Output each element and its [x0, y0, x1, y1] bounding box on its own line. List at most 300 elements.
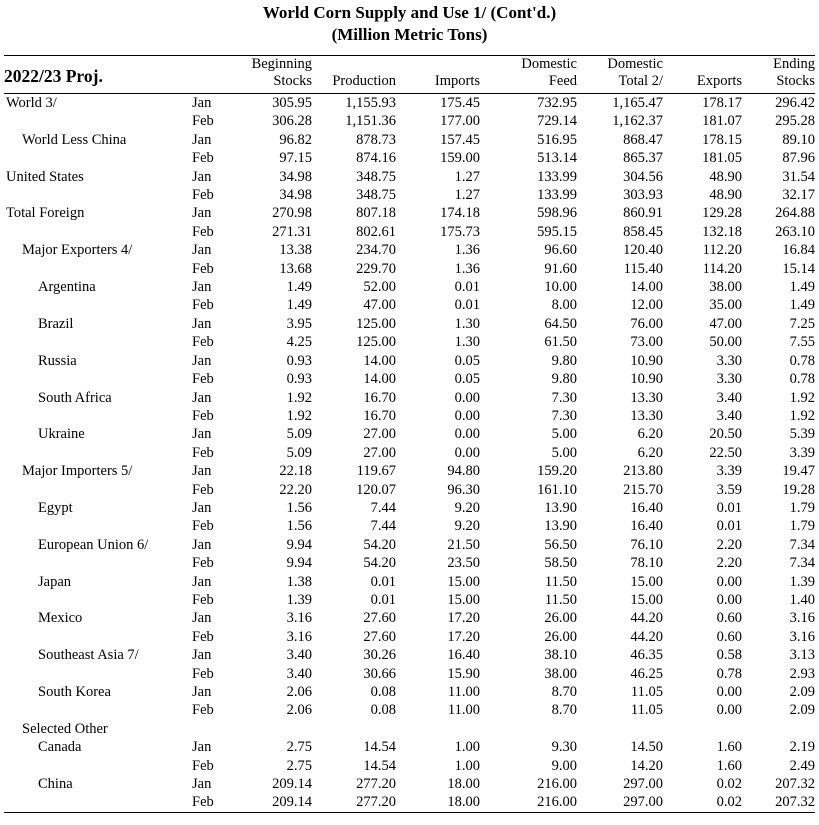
value-cell: 0.02: [716, 794, 742, 811]
supply-use-table: [4, 55, 815, 813]
value-cell: 9.94: [286, 555, 312, 572]
value-cell: 1.92: [789, 407, 815, 424]
month-cell: Feb: [192, 555, 214, 572]
row-label: Major Exporters 4/: [22, 242, 133, 259]
row-label: [4, 296, 186, 314]
value-cell: 26.00: [544, 628, 577, 645]
value-cell: 0.08: [370, 684, 396, 700]
table-row: [4, 591, 815, 609]
value-cell: 5.09: [286, 426, 312, 443]
value-cell: 26.00: [544, 610, 577, 627]
value-cell: 264.88: [775, 205, 815, 222]
value-cell: 229.70: [356, 260, 396, 277]
col-header-line2: Imports: [434, 73, 480, 89]
row-label: South Korea: [38, 684, 111, 700]
value-cell: 3.30: [716, 371, 742, 388]
value-cell: 9.80: [551, 371, 577, 388]
value-cell: 91.60: [544, 260, 577, 277]
value-cell: 0.93: [286, 352, 312, 369]
value-cell: 0.08: [370, 702, 396, 719]
row-label: [4, 665, 186, 683]
value-cell: 297.00: [623, 776, 663, 793]
col-ending-stocks: [742, 56, 815, 94]
value-cell: 27.00: [363, 426, 396, 443]
value-cell: 1.38: [286, 573, 312, 590]
value-cell: 0.00: [454, 444, 480, 461]
value-cell: 1.27: [454, 168, 480, 185]
value-cell: 2.49: [789, 757, 815, 774]
value-cell: 1.92: [286, 389, 312, 406]
value-cell: 1.79: [789, 518, 815, 535]
table-row: [4, 499, 815, 517]
value-cell: 18.00: [447, 776, 480, 793]
month-cell: Feb: [192, 757, 214, 774]
row-label: China: [38, 776, 73, 793]
value-cell: 129.28: [702, 205, 742, 222]
value-cell: 23.50: [447, 555, 480, 572]
value-cell: 0.00: [716, 591, 742, 608]
value-cell: 16.70: [363, 389, 396, 406]
value-cell: 3.59: [716, 481, 742, 498]
table-row: [4, 628, 815, 646]
value-cell: 0.05: [454, 352, 480, 369]
row-label: [4, 591, 186, 609]
table-row: [4, 775, 815, 793]
table-row: [4, 296, 815, 314]
table-title: World Corn Supply and Use 1/ (Cont'd.): [262, 3, 557, 22]
value-cell: 1.79: [789, 499, 815, 516]
month-cell: Jan: [192, 315, 212, 332]
value-cell: 46.25: [630, 665, 663, 682]
value-cell: 3.40: [716, 407, 742, 424]
value-cell: 14.54: [363, 739, 396, 756]
value-cell: 16.84: [782, 242, 815, 259]
value-cell: 858.45: [623, 223, 663, 240]
value-cell: 209.14: [272, 776, 312, 793]
row-label: Argentina: [38, 279, 96, 296]
value-cell: 0.78: [789, 371, 815, 388]
row-label: [4, 444, 186, 462]
row-label: Egypt: [38, 499, 73, 516]
value-cell: 297.00: [623, 794, 663, 811]
value-cell: 16.40: [630, 499, 663, 516]
value-cell: [238, 720, 312, 738]
value-cell: 125.00: [356, 334, 396, 351]
month-cell: Feb: [192, 794, 214, 811]
value-cell: 1.49: [286, 279, 312, 296]
value-cell: 3.16: [789, 628, 815, 645]
row-label: Russia: [38, 352, 77, 369]
value-cell: 1,162.37: [612, 113, 663, 130]
value-cell: 1.49: [789, 279, 815, 296]
value-cell: 174.18: [440, 205, 480, 222]
value-cell: 7.55: [789, 334, 815, 351]
table-row: [4, 112, 815, 130]
value-cell: 348.75: [356, 168, 396, 185]
table-row: [4, 389, 815, 407]
value-cell: 34.98: [279, 187, 312, 204]
value-cell: 11.00: [447, 684, 480, 700]
value-cell: 2.09: [789, 684, 815, 700]
table-row: [4, 149, 815, 167]
month-cell: Jan: [192, 205, 212, 222]
value-cell: 21.50: [447, 536, 480, 553]
row-label: [4, 186, 186, 204]
value-cell: 296.42: [775, 95, 815, 111]
col-header-line2: Stocks: [776, 73, 815, 89]
value-cell: 115.40: [623, 260, 663, 277]
value-cell: 15.00: [447, 591, 480, 608]
value-cell: 277.20: [356, 794, 396, 811]
value-cell: 22.18: [279, 463, 312, 480]
value-cell: 54.20: [363, 536, 396, 553]
value-cell: 1.30: [454, 334, 480, 351]
value-cell: [742, 720, 815, 738]
value-cell: 11.05: [630, 684, 663, 700]
value-cell: 159.00: [440, 150, 480, 167]
value-cell: 1.49: [286, 297, 312, 314]
col-header-line1: Domestic: [607, 56, 663, 72]
value-cell: 7.44: [370, 518, 396, 535]
value-cell: 0.01: [716, 499, 742, 516]
table-row: [4, 352, 815, 370]
value-cell: 2.75: [286, 757, 312, 774]
value-cell: 2.06: [286, 702, 312, 719]
value-cell: 50.00: [709, 334, 742, 351]
value-cell: 56.50: [544, 536, 577, 553]
value-cell: 9.30: [551, 739, 577, 756]
table-row: [4, 462, 815, 480]
value-cell: 1.40: [789, 591, 815, 608]
value-cell: 27.60: [363, 628, 396, 645]
value-cell: 598.96: [537, 205, 577, 222]
value-cell: 96.60: [544, 242, 577, 259]
table-row: [4, 701, 815, 719]
value-cell: 6.20: [637, 444, 663, 461]
value-cell: 161.10: [537, 481, 577, 498]
value-cell: 216.00: [537, 776, 577, 793]
value-cell: 11.50: [544, 573, 577, 590]
table-row: [4, 665, 815, 683]
col-header-line2: Production: [332, 73, 396, 89]
value-cell: 3.40: [286, 665, 312, 682]
row-label: [4, 112, 186, 130]
value-cell: 3.95: [286, 315, 312, 332]
row-label: Brazil: [38, 315, 74, 332]
table-row: [4, 131, 815, 149]
value-cell: 27.00: [363, 444, 396, 461]
value-cell: 14.00: [363, 371, 396, 388]
value-cell: 16.40: [447, 647, 480, 664]
value-cell: 729.14: [537, 113, 577, 130]
value-cell: 10.90: [630, 371, 663, 388]
col-header-line1: Ending: [773, 56, 815, 72]
value-cell: 3.13: [789, 647, 815, 664]
month-cell: Feb: [192, 113, 214, 130]
value-cell: 2.20: [716, 536, 742, 553]
month-cell: Feb: [192, 371, 214, 388]
value-cell: 14.00: [630, 279, 663, 296]
value-cell: 96.30: [447, 481, 480, 498]
value-cell: 8.00: [551, 297, 577, 314]
value-cell: 5.00: [551, 426, 577, 443]
month-cell: Jan: [192, 573, 212, 590]
value-cell: 874.16: [356, 150, 396, 167]
value-cell: 1.00: [454, 757, 480, 774]
row-label: [4, 149, 186, 167]
value-cell: 8.70: [551, 684, 577, 700]
table-row: [4, 260, 815, 278]
value-cell: 6.20: [637, 426, 663, 443]
month-cell: Jan: [192, 95, 212, 111]
value-cell: 14.54: [363, 757, 396, 774]
value-cell: 38.10: [544, 647, 577, 664]
month-cell: Feb: [192, 260, 214, 277]
month-cell: Jan: [192, 739, 212, 756]
value-cell: 2.75: [286, 739, 312, 756]
value-cell: 0.60: [716, 610, 742, 627]
table-row: [4, 481, 815, 499]
month-cell: Jan: [192, 389, 212, 406]
month-cell: Feb: [192, 518, 214, 535]
value-cell: 13.30: [630, 407, 663, 424]
value-cell: 513.14: [537, 150, 577, 167]
value-cell: 20.50: [709, 426, 742, 443]
col-header-line2: Stocks: [273, 73, 312, 89]
value-cell: 7.30: [551, 407, 577, 424]
value-cell: 0.78: [716, 665, 742, 682]
value-cell: 112.20: [702, 242, 742, 259]
value-cell: 87.96: [782, 150, 815, 167]
value-cell: 9.94: [286, 536, 312, 553]
row-label: [4, 701, 186, 719]
value-cell: 304.56: [623, 168, 663, 185]
value-cell: 0.00: [716, 573, 742, 590]
month-cell: Feb: [192, 481, 214, 498]
value-cell: 5.00: [551, 444, 577, 461]
value-cell: 38.00: [544, 665, 577, 682]
table-row: [4, 186, 815, 204]
row-label: Major Importers 5/: [22, 463, 133, 480]
value-cell: 271.31: [272, 223, 312, 240]
value-cell: 2.19: [789, 739, 815, 756]
value-cell: 0.01: [454, 279, 480, 296]
value-cell: 7.30: [551, 389, 577, 406]
col-header-line2: Total 2/: [618, 73, 663, 89]
table-row: [4, 517, 815, 535]
value-cell: 14.20: [630, 757, 663, 774]
value-cell: 516.95: [537, 131, 577, 148]
value-cell: 0.00: [716, 702, 742, 719]
value-cell: 2.06: [286, 684, 312, 700]
table-row: [4, 683, 815, 701]
table-row: [4, 425, 815, 443]
value-cell: 295.28: [775, 113, 815, 130]
value-cell: 48.90: [709, 168, 742, 185]
value-cell: 0.01: [716, 518, 742, 535]
value-cell: 3.16: [286, 628, 312, 645]
value-cell: 1.39: [789, 573, 815, 590]
value-cell: 54.20: [363, 555, 396, 572]
table-row: [4, 168, 815, 186]
value-cell: 0.01: [370, 573, 396, 590]
month-cell: Jan: [192, 279, 212, 296]
month-cell: Feb: [192, 150, 214, 167]
value-cell: 1.39: [286, 591, 312, 608]
row-label: [4, 260, 186, 278]
row-label: [4, 554, 186, 572]
value-cell: 15.00: [630, 591, 663, 608]
value-cell: 14.50: [630, 739, 663, 756]
month-cell: Jan: [192, 168, 212, 185]
month-cell: Feb: [192, 591, 214, 608]
row-label: [4, 333, 186, 351]
value-cell: 207.32: [775, 794, 815, 811]
table-row: [4, 536, 815, 554]
value-cell: 0.00: [454, 426, 480, 443]
table-body: [4, 94, 815, 813]
value-cell: 2.09: [789, 702, 815, 719]
value-cell: 0.01: [454, 297, 480, 314]
value-cell: 15.14: [782, 260, 815, 277]
value-cell: 3.39: [789, 444, 815, 461]
value-cell: 120.07: [356, 481, 396, 498]
value-cell: 1.30: [454, 315, 480, 332]
value-cell: 1,165.47: [612, 95, 663, 111]
value-cell: 13.38: [279, 242, 312, 259]
value-cell: 270.98: [272, 205, 312, 222]
value-cell: 159.20: [537, 463, 577, 480]
table-row: [4, 646, 815, 664]
value-cell: 0.00: [454, 389, 480, 406]
value-cell: 19.47: [782, 463, 815, 480]
value-cell: 306.28: [272, 113, 312, 130]
year-label: 2022/23 Proj.: [4, 66, 103, 86]
value-cell: 12.00: [630, 297, 663, 314]
value-cell: 305.95: [272, 95, 312, 111]
value-cell: 1.92: [789, 389, 815, 406]
value-cell: 7.44: [370, 499, 396, 516]
value-cell: 0.02: [716, 776, 742, 793]
value-cell: 277.20: [356, 776, 396, 793]
value-cell: 125.00: [356, 315, 396, 332]
row-label: [4, 223, 186, 241]
value-cell: 0.78: [789, 352, 815, 369]
value-cell: [396, 720, 480, 738]
value-cell: 9.20: [454, 518, 480, 535]
col-production: [312, 56, 396, 94]
month-cell: Feb: [192, 702, 214, 719]
value-cell: 807.18: [356, 205, 396, 222]
value-cell: 61.50: [544, 334, 577, 351]
month-cell: Jan: [192, 352, 212, 369]
month-cell: Feb: [192, 444, 214, 461]
month-cell: Jan: [192, 536, 212, 553]
value-cell: 5.09: [286, 444, 312, 461]
value-cell: 15.00: [447, 573, 480, 590]
value-cell: 38.00: [709, 279, 742, 296]
value-cell: 10.00: [544, 279, 577, 296]
value-cell: 1,155.93: [345, 95, 396, 111]
value-cell: 94.80: [447, 463, 480, 480]
value-cell: 3.40: [716, 389, 742, 406]
value-cell: 0.01: [370, 591, 396, 608]
value-cell: 7.25: [789, 315, 815, 332]
value-cell: 3.16: [789, 610, 815, 627]
month-cell: Jan: [192, 131, 212, 148]
value-cell: 76.10: [630, 536, 663, 553]
value-cell: 52.00: [363, 279, 396, 296]
value-cell: 22.20: [279, 481, 312, 498]
month-cell: Feb: [192, 665, 214, 682]
header-row: [4, 56, 815, 94]
value-cell: 181.07: [702, 113, 742, 130]
value-cell: 216.00: [537, 794, 577, 811]
value-cell: 11.50: [544, 591, 577, 608]
value-cell: 44.20: [630, 610, 663, 627]
month-cell: Jan: [192, 463, 212, 480]
table-row: [4, 793, 815, 812]
value-cell: 32.17: [782, 187, 815, 204]
value-cell: 0.60: [716, 628, 742, 645]
value-cell: 0.58: [716, 647, 742, 664]
row-label: United States: [6, 168, 84, 185]
value-cell: 120.40: [623, 242, 663, 259]
month-cell: Feb: [192, 187, 214, 204]
value-cell: 78.10: [630, 555, 663, 572]
value-cell: 46.35: [630, 647, 663, 664]
table-row: [4, 757, 815, 775]
value-cell: 31.54: [782, 168, 815, 185]
row-label: [4, 370, 186, 388]
value-cell: 13.68: [279, 260, 312, 277]
col-exports: [663, 56, 742, 94]
col-beginning-stocks: [238, 56, 312, 94]
value-cell: 13.90: [544, 499, 577, 516]
value-cell: 7.34: [789, 555, 815, 572]
row-label: Southeast Asia 7/: [38, 647, 139, 664]
value-cell: 178.15: [702, 131, 742, 148]
month-cell: Jan: [192, 242, 212, 259]
value-cell: 17.20: [447, 628, 480, 645]
value-cell: 2.93: [789, 665, 815, 682]
value-cell: 44.20: [630, 628, 663, 645]
value-cell: 0.00: [716, 684, 742, 700]
value-cell: 595.15: [537, 223, 577, 240]
table-row: [4, 609, 815, 627]
month-header: [186, 56, 238, 94]
month-cell: Feb: [192, 628, 214, 645]
value-cell: 73.00: [630, 334, 663, 351]
table-row: [4, 333, 815, 351]
value-cell: 132.18: [702, 223, 742, 240]
col-header-line2: Exports: [696, 73, 742, 89]
value-cell: 34.98: [279, 168, 312, 185]
row-label: [4, 407, 186, 425]
value-cell: 1.60: [716, 757, 742, 774]
value-cell: 177.00: [440, 113, 480, 130]
month-cell: Feb: [192, 223, 214, 240]
value-cell: 9.20: [454, 499, 480, 516]
value-cell: 263.10: [775, 223, 815, 240]
value-cell: 209.14: [272, 794, 312, 811]
table-row: [4, 204, 815, 222]
month-cell: Jan: [192, 776, 212, 793]
value-cell: 207.32: [775, 776, 815, 793]
value-cell: 1.27: [454, 187, 480, 204]
value-cell: 178.17: [702, 95, 742, 111]
table-row: [4, 554, 815, 572]
